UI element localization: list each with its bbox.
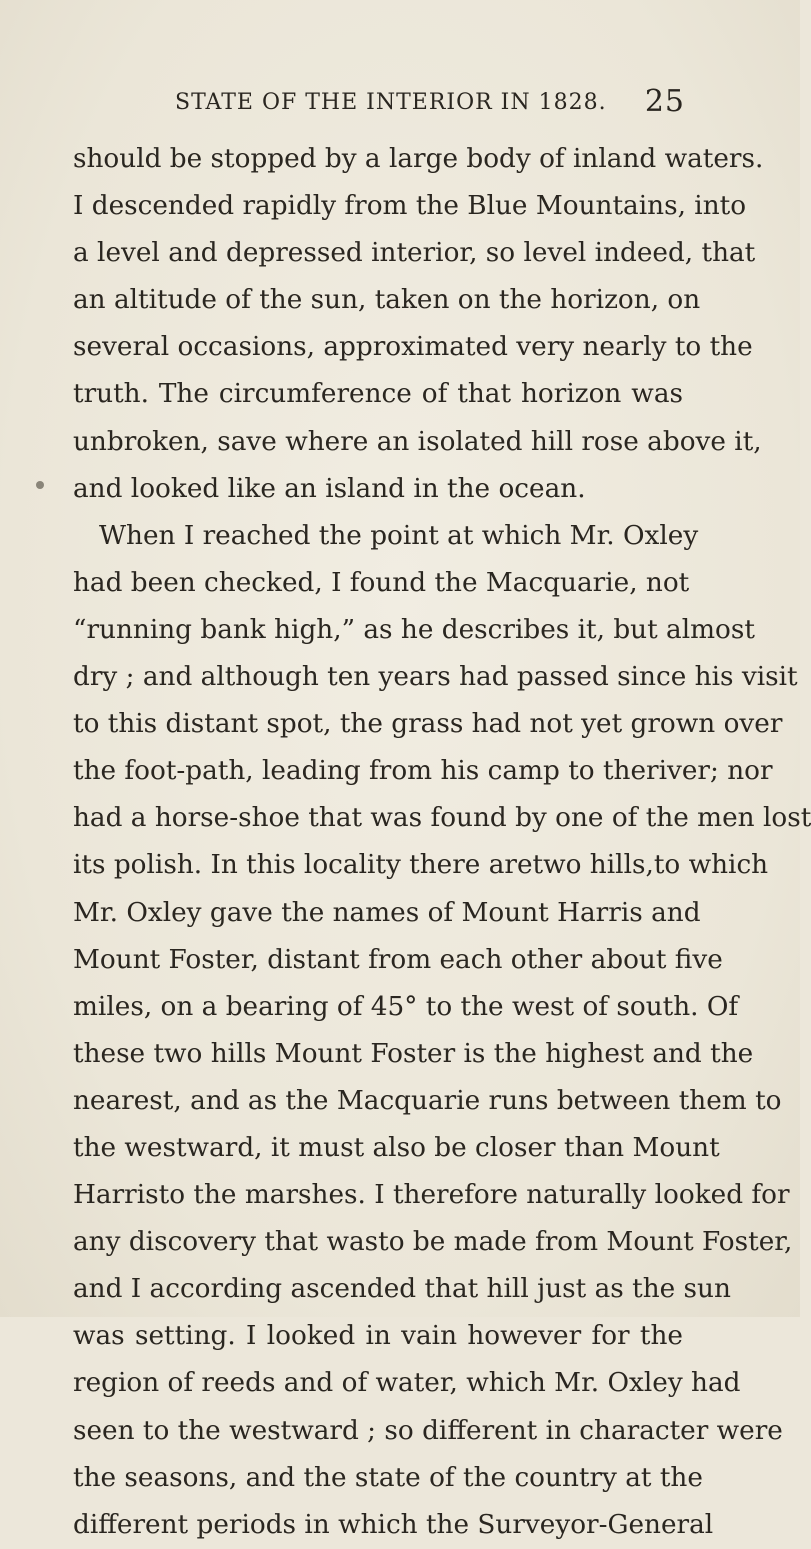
text-line: the seasons, and the state of the country at the: [73, 1462, 703, 1493]
text-line: unbroken, save where an isolated hill rose above it,: [73, 426, 762, 457]
text-line: miles, on a bearing of 45° to the west of south. Of: [73, 991, 739, 1022]
text-line: Mr. Oxley gave the names of Mount Harris and: [73, 897, 701, 928]
margin-ink-spot: [36, 481, 44, 489]
text-line: had been checked, I found the Macquarie, not: [73, 567, 690, 598]
text-line: truth. The circumference of that horizon was: [73, 379, 683, 410]
text-line: was setting. I looked in vain however for the: [73, 1321, 683, 1352]
paragraph-2: [73, 513, 811, 1549]
page-number: 25: [644, 84, 685, 119]
text-line: these two hills Mount Foster is the highest and the: [73, 1038, 754, 1069]
text-line: to this distant spot, the grass had not yet grown over: [73, 709, 783, 740]
text-line: an altitude of the sun, taken on the horizon, on: [73, 285, 701, 316]
paragraph-1: [73, 136, 764, 513]
text-line: nearest, and as the Macquarie runs between them to: [73, 1085, 782, 1116]
body-text: [73, 136, 811, 1549]
text-line: any discovery that wasto be made from Mount Foster,: [73, 1227, 793, 1258]
text-line: Mount Foster, distant from each other about five: [73, 944, 723, 975]
running-head: [175, 80, 685, 120]
text-line: should be stopped by a large body of inland waters.: [73, 144, 764, 174]
text-line: its polish. In this locality there aretwo hills,to which: [73, 850, 769, 881]
text-line: When I reached the point at which Mr. Oxley: [99, 520, 699, 551]
text-line: Harristo the marshes. I therefore naturally looked for: [73, 1180, 790, 1211]
text-line: the westward, it must also be closer than Mount: [73, 1132, 720, 1163]
text-line: different periods in which the Surveyor-General: [73, 1509, 714, 1540]
text-line: a level and depressed interior, so level indeed, that: [73, 238, 756, 269]
text-line: the foot-path, leading from his camp to theriver; nor: [73, 756, 773, 787]
text-line: seen to the westward ; so different in character were: [73, 1415, 783, 1446]
text-line: I descended rapidly from the Blue Mountains, into: [73, 191, 747, 222]
running-title: STATE OF THE INTERIOR IN 1828.: [175, 90, 607, 115]
text-line: region of reeds and of water, which Mr. Oxley had: [73, 1368, 741, 1399]
text-line: several occasions, approximated very nearly to the: [73, 332, 753, 363]
text-line: and looked like an island in the ocean.: [73, 473, 586, 504]
text-line: had a horse-shoe that was found by one of the men lost: [73, 803, 811, 834]
text-line: and I according ascended that hill just as the sun: [73, 1274, 731, 1305]
text-line: “running bank high,” as he describes it, but almost: [73, 614, 755, 645]
text-line: dry ; and although ten years had passed since his visit: [73, 662, 798, 693]
